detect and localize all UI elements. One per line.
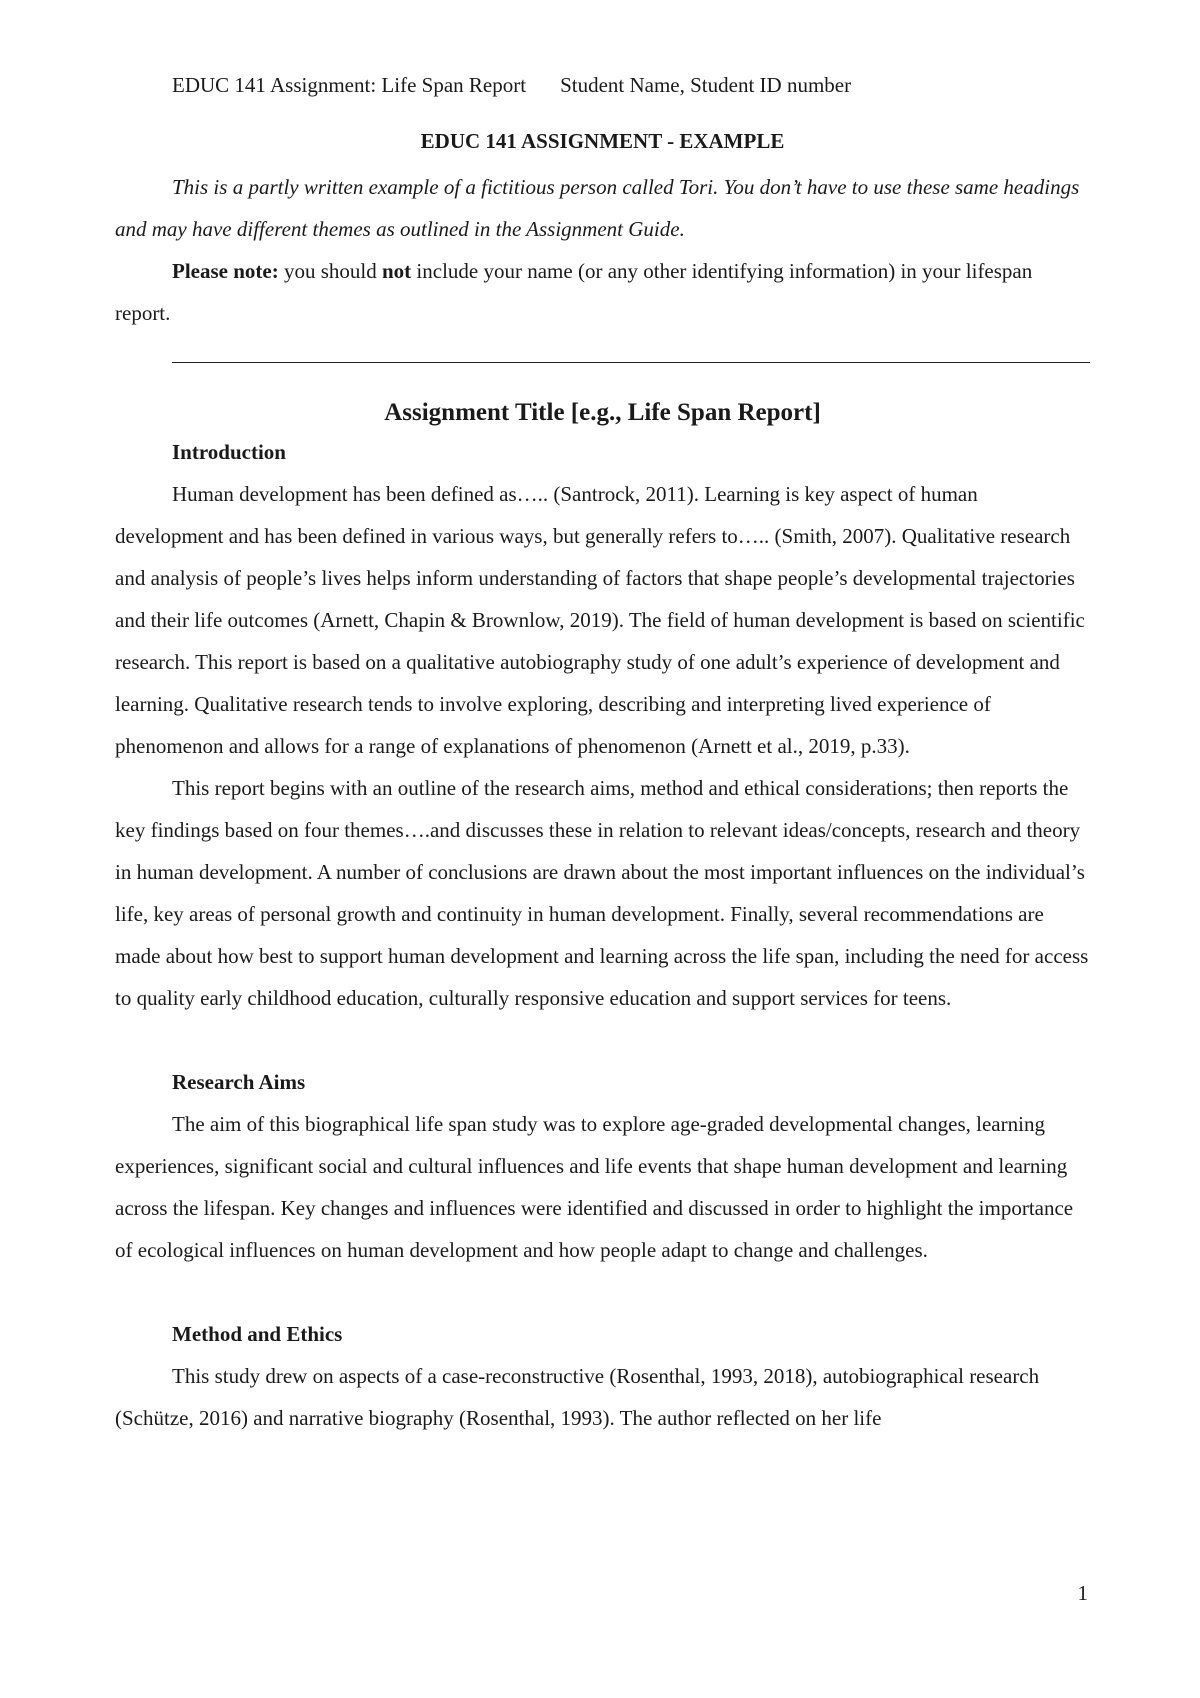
header-student: Student Name, Student ID number xyxy=(560,73,852,97)
note-text-1: you should xyxy=(278,259,382,283)
horizontal-divider xyxy=(172,362,1090,363)
method-ethics-paragraph: This study drew on aspects of a case-reconstructive (Rosenthal, 1993, 2018), autobiographical research (Schütze, 2016) and narrative biography (Rosenthal, 1993). The author reflected on her life xyxy=(115,1364,1040,1430)
note-text-2: include your name (or any other identifying information) in your lifespan report. xyxy=(115,259,1033,325)
example-intro: This is a partly written example of a fictitious person called Tori. You don’t have to use these same headings and may have different themes as outlined in the Assignment Guide. xyxy=(115,175,1080,241)
privacy-note xyxy=(115,250,1090,334)
note-label: Please note: xyxy=(172,259,279,283)
intro-paragraph-1: Human development has been defined as….. (Santrock, 2011). Learning is key aspect of human development and has been defined in various ways, but generally refers to….. (Smith, 2007). Qualitative research and analysis of people’s lives helps inform understanding of factors that shape people’s developmental trajectories and their life outcomes (Arnett, Chapin & Brownlow, 2019). The field of human development is based on scientific research. This report is based on a qualitative autobiography study of one adult’s experience of development and learning. Qualitative research tends to involve exploring, describing and interpreting lived experience of phenomenon and allows for a range of explanations of phenomenon (Arnett et al., 2019, p.33). xyxy=(115,482,1085,758)
page-number: 1 xyxy=(1077,1581,1088,1605)
intro-paragraph-2: This report begins with an outline of the research aims, method and ethical considerations; then reports the key findings based on four themes….and discusses these in relation to relevant ideas/concepts, research and theory in human development. A number of conclusions are drawn about the most important influences on the individual’s life, key areas of personal growth and continuity in human development. Finally, several recommendations are made about how best to support human development and learning across the life span, including the need for access to quality early childhood education, culturally responsive education and support services for teens. xyxy=(115,776,1089,1010)
document-title: Assignment Title [e.g., Life Span Report] xyxy=(384,399,821,426)
running-header xyxy=(172,70,851,100)
example-title: EDUC 141 ASSIGNMENT - EXAMPLE xyxy=(420,129,785,153)
note-not: not xyxy=(381,259,412,283)
section-gap xyxy=(115,1271,1090,1313)
heading-method-ethics: Method and Ethics xyxy=(172,1322,343,1346)
page-content xyxy=(115,126,1090,1439)
section-gap xyxy=(115,1019,1090,1061)
header-course: EDUC 141 Assignment: Life Span Report xyxy=(172,73,527,97)
heading-introduction: Introduction xyxy=(172,440,286,464)
research-aims-paragraph: The aim of this biographical life span study was to explore age-graded developmental changes, learning experiences, significant social and cultural influences and life events that shape human development and learning across the lifespan. Key changes and influences were identified and discussed in order to highlight the importance of ecological influences on human development and how people adapt to change and challenges. xyxy=(115,1112,1074,1262)
heading-research-aims: Research Aims xyxy=(172,1070,306,1094)
